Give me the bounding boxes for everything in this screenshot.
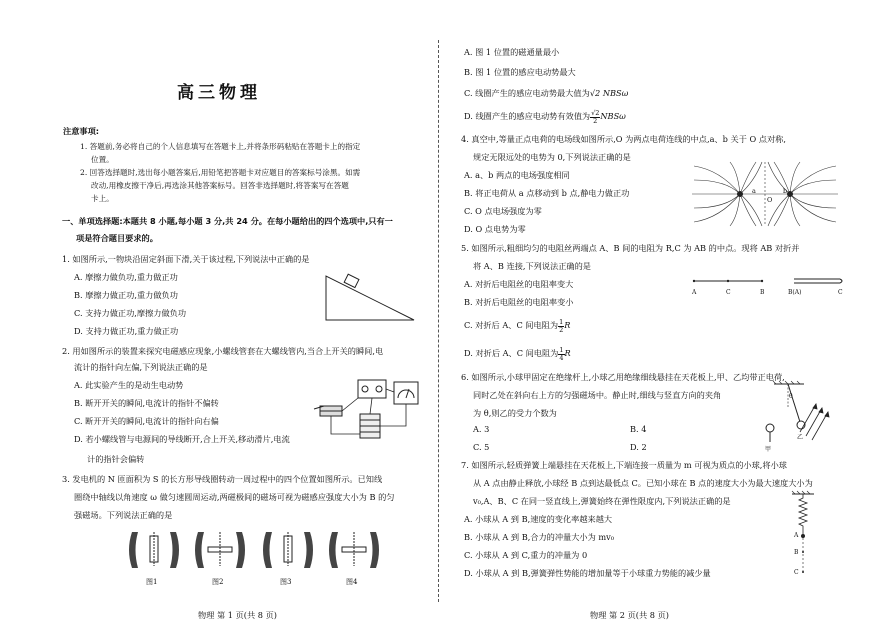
q3-option-d xyxy=(464,106,626,126)
q1-option-a: A. 摩擦力做负功,重力做正功 xyxy=(74,272,178,282)
q4-option-c: C. O 点电场强度为零 xyxy=(464,206,542,216)
q7-stem-3: v₀,A、B、C 在同一竖直线上,弹簧始终在弹性限度内,下列说法正确的是 xyxy=(473,496,731,506)
q6-stem-1: 6. 如图所示,小球甲固定在绝缘杆上,小球乙用绝缘细线悬挂在天花板上,甲、乙均带正电荷, xyxy=(461,372,785,382)
q7-option-b: B. 小球从 A 到 B,合力的冲量大小为 mv₀ xyxy=(464,532,615,542)
q4-label-o: O xyxy=(767,196,773,204)
electric-field-figure xyxy=(690,160,840,228)
notes-heading: 注意事项: xyxy=(63,126,100,136)
q3-stem-1: 3. 发电机的 N 匝面积为 S 的长方形导线圈转动一周过程中的四个位置如图所示。已知线 xyxy=(62,474,383,484)
q5-option-d-denominator: 4 xyxy=(559,353,564,362)
q1-stem: 1. 如图所示,一物块沿固定斜面下滑,关于该过程,下列说法中正确的是 xyxy=(62,254,310,264)
q2-option-c: C. 断开开关的瞬间,电流计的指针向右偏 xyxy=(74,416,219,426)
q6-label-yi: 乙 xyxy=(797,434,804,441)
footer-left: 物理 第 1 页(共 8 页) xyxy=(198,610,277,620)
q5-label-c: C xyxy=(726,289,731,296)
note-line-3: 2. 回答选择题时,选出每小题答案后,用铅笔把答题卡对应题目的答案标号涂黑。如需 xyxy=(80,168,361,177)
q5-option-c-r: R xyxy=(564,320,571,330)
q6-label-theta: θ xyxy=(789,393,793,400)
hanging-charge-figure xyxy=(760,380,830,444)
q5-option-b: B. 对折后电阻丝的电阻率变小 xyxy=(464,297,574,307)
q7-stem-1: 7. 如图所示,轻质弹簧上端悬挂在天花板上,下端连接一质量为 m 可视为质点的小球,将小球 xyxy=(461,460,787,470)
footer-right: 物理 第 2 页(共 8 页) xyxy=(590,610,669,620)
q3-stem-3: 强磁场。下列说法正确的是 xyxy=(74,510,173,520)
q2-option-d: D. 若小螺线管与电源间的导线断开,合上开关,移动滑片,电流 xyxy=(74,434,290,444)
q1-option-c: C. 支持力做正功,摩擦力做负功 xyxy=(74,308,187,318)
q7-label-a: A xyxy=(794,532,799,539)
q6-option-d: D. 2 xyxy=(630,442,647,452)
page-title: 高三物理 xyxy=(177,83,261,103)
q3-option-d-value: NBSω xyxy=(600,111,626,121)
q6-label-jia: 甲 xyxy=(765,446,772,453)
q2-option-d-cont: 计的指针会偏转 xyxy=(87,454,145,464)
q6-stem-2: 同时乙处在斜向右上方的匀强磁场中。静止时,细线与竖直方向的夹角 xyxy=(473,390,722,400)
q4-option-a: A. a、b 两点的电场强度相同 xyxy=(464,170,570,180)
q5-label-c2: C xyxy=(838,289,843,296)
q3-fig-2-label: 图2 xyxy=(212,578,224,586)
note-line-5: 卡上。 xyxy=(91,194,114,203)
q4-label-a: a xyxy=(752,187,756,195)
note-line-1: 1. 答题前,务必将自己的个人信息填写在答题卡上,并将条形码粘贴在答题卡上的指定 xyxy=(80,142,361,151)
page-divider xyxy=(438,40,439,602)
q4-option-b: B. 将正电荷从 a 点移动到 b 点,静电力做正功 xyxy=(464,188,630,198)
q1-option-b: B. 摩擦力做正功,重力做负功 xyxy=(74,290,178,300)
q3-fig-4-label: 图4 xyxy=(346,578,358,586)
q5-label-b: B xyxy=(760,289,765,296)
q5-option-c-numerator: 1 xyxy=(559,317,564,326)
q4-stem-1: 4. 真空中,等量正点电荷的电场线如图所示,O 为两点电荷连线的中点,a、b 关于 O 点对称, xyxy=(461,134,786,144)
q5-option-d-text: D. 对折后 A、C 间电阻为 xyxy=(464,348,559,358)
q3-option-c-text: C. 线圈产生的感应电动势最大值为 xyxy=(464,88,590,98)
q5-stem-2: 将 A、B 连接,下列说法正确的是 xyxy=(473,261,591,271)
right-page xyxy=(440,0,870,630)
q5-option-d xyxy=(464,343,571,363)
q7-option-c: C. 小球从 A 到 C,重力的冲量为 0 xyxy=(464,550,588,560)
q5-label-a: A xyxy=(692,289,697,296)
q7-stem-2: 从 A 点由静止释放,小球经 B 点到达最低点 C。已知小球在 B 点的速度大小为最大速度大小为 xyxy=(473,478,813,488)
q3-option-b: B. 图 1 位置的感应电动势最大 xyxy=(464,67,576,77)
q7-label-b: B xyxy=(794,549,799,556)
generator-figure xyxy=(126,528,386,576)
q2-stem-2: 流计的指针向左偏,下列说法正确的是 xyxy=(74,362,208,372)
q5-option-a: A. 对折后电阻丝的电阻率变大 xyxy=(464,279,574,289)
q7-option-a: A. 小球从 A 到 B,速度的变化率越来越大 xyxy=(464,514,613,524)
q5-option-c-text: C. 对折后 A、C 间电阻为 xyxy=(464,320,559,330)
note-line-4: 改动,用橡皮擦干净后,再选涂其他答案标号。回答非选择题时,将答案写在答题 xyxy=(91,181,349,190)
section-heading-1: 一、单项选择题:本题共 8 小题,每小题 3 分,共 24 分。在每小题给出的四个选项中,只有一 xyxy=(62,216,393,226)
q3-option-d-numerator: √2 xyxy=(591,108,600,117)
q3-option-c-value: √2 NBSω xyxy=(589,88,629,98)
q2-option-a: A. 此实验产生的是动生电动势 xyxy=(74,380,184,390)
q4-label-b: b xyxy=(783,187,788,195)
note-line-2: 位置。 xyxy=(91,155,114,164)
q2-option-b: B. 断开开关的瞬间,电流计的指针不偏转 xyxy=(74,398,219,408)
q6-stem-3: 为 θ,则乙的受力个数为 xyxy=(473,408,557,418)
q6-option-b: B. 4 xyxy=(630,424,647,434)
q3-fig-1-label: 图1 xyxy=(146,578,158,586)
spring-figure xyxy=(788,490,818,578)
incline-figure xyxy=(322,270,418,324)
q5-option-d-numerator: 1 xyxy=(559,345,564,354)
q3-stem-2: 圈绕中轴线以角速度 ω 做匀速圆周运动,两磁极间的磁场可视为磁感应强度大小为 B 的匀 xyxy=(74,492,395,502)
q5-label-ba: B(A) xyxy=(788,289,802,296)
q1-option-d: D. 支持力做正功,重力做正功 xyxy=(74,326,179,336)
section-heading-2: 项是符合题目要求的。 xyxy=(76,233,158,243)
q4-option-d: D. O 点电势为零 xyxy=(464,224,526,234)
q2-stem-1: 2. 用如图所示的装置来探究电磁感应现象,小螺线管套在大螺线管内,当合上开关的瞬间,电 xyxy=(62,346,384,356)
q4-stem-2: 规定无限远处的电势为 0,下列说法正确的是 xyxy=(473,152,631,162)
q5-stem-1: 5. 如图所示,粗细均匀的电阻丝两端点 A、B 间的电阻为 R,C 为 AB 的中点。现将 AB 对折并 xyxy=(461,243,800,253)
q6-option-a: A. 3 xyxy=(473,424,490,434)
q3-option-d-text: D. 线圈产生的感应电动势有效值为 xyxy=(464,111,591,121)
q5-option-d-r: R xyxy=(564,348,571,358)
resistance-wire-figure xyxy=(690,275,850,287)
q7-label-c: C xyxy=(794,569,799,576)
q3-fig-3-label: 图3 xyxy=(280,578,292,586)
q3-option-c xyxy=(464,88,628,99)
q5-option-c-denominator: 2 xyxy=(559,325,564,334)
q5-option-c xyxy=(464,315,570,335)
q6-option-c: C. 5 xyxy=(473,442,490,452)
q3-option-a: A. 图 1 位置的磁通量最小 xyxy=(464,47,560,57)
induction-apparatus-figure xyxy=(312,376,424,442)
q3-option-d-denominator: 2 xyxy=(593,116,598,125)
q7-option-d: D. 小球从 A 到 B,弹簧弹性势能的增加量等于小球重力势能的减少量 xyxy=(464,568,711,578)
